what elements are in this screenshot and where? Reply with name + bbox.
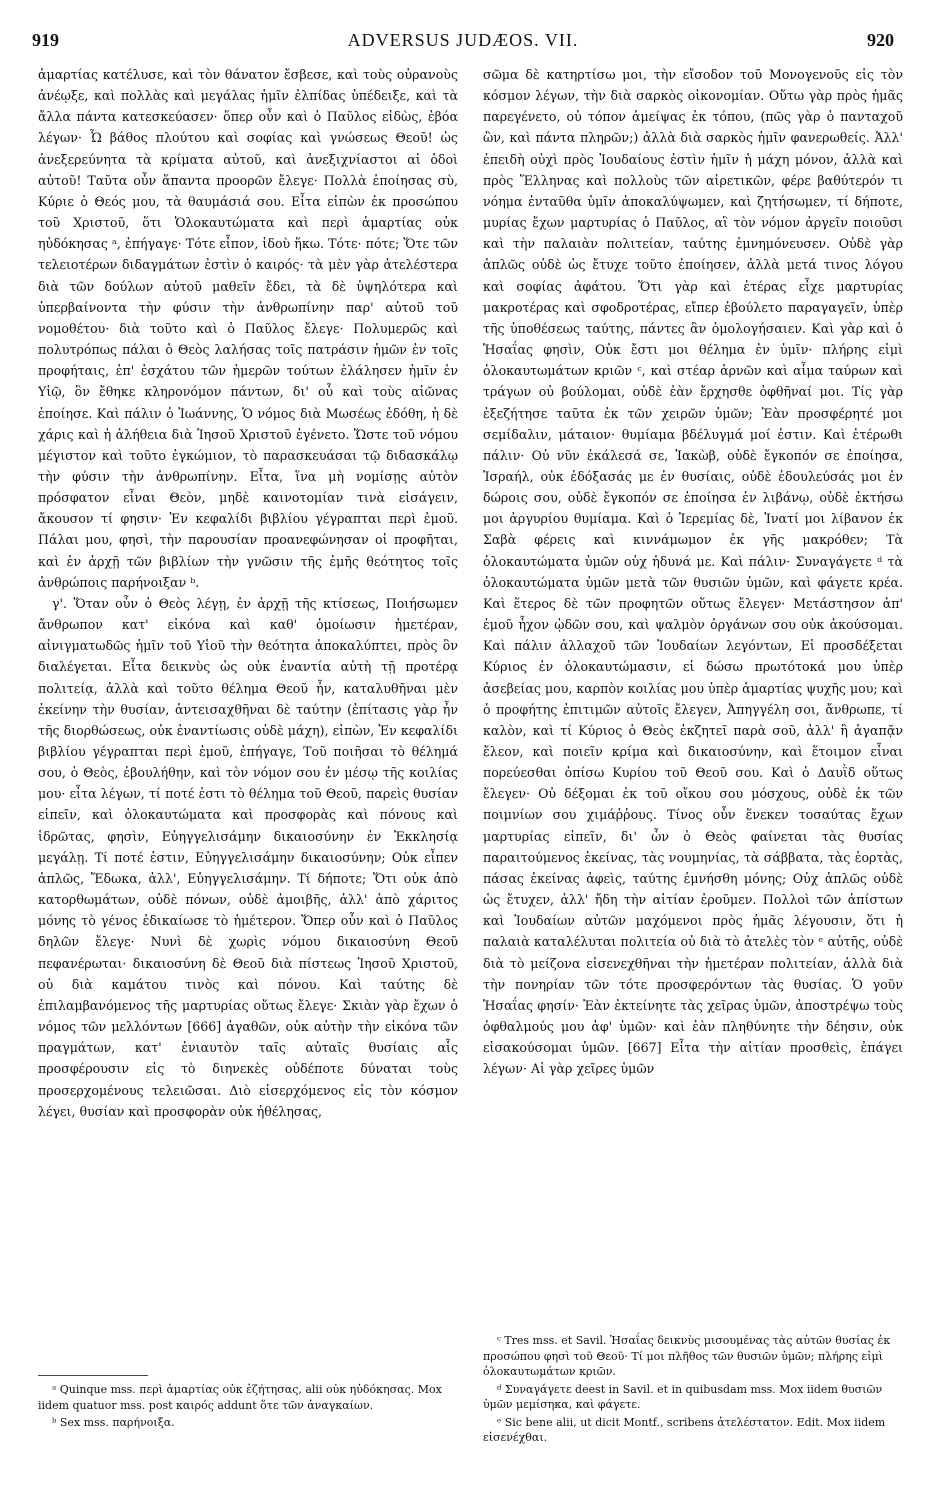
- footnote-rule: [38, 1375, 148, 1376]
- page-number-left: 919: [32, 30, 59, 50]
- right-text-column: [483, 64, 903, 1326]
- footnote-c: ᶜ Tres mss. et Savil. Ἡσαΐας δεικνὺς μισουμένας τὰς αὐτῶν θυσίας ἐκ προσώπου φησὶ τοῦ Θεοῦ· Τί μοι πλῆθος τῶν θυσιῶν ὑμῶν; πλήρης εἰμὶ ὁλοκαυτωμάτων κριῶν.: [483, 1334, 891, 1378]
- page-number-right: 920: [867, 30, 894, 50]
- footnote-d: ᵈ Συναγάγετε deest in Savil. et in quibusdam mss. Mox iidem θυσιῶν ὑμῶν μεμίσηκα, καὶ φάγετε.: [483, 1382, 883, 1411]
- footnote-e: ᵉ Sic bene alii, ut dicit Montf., scribens ἀτελέστατον. Edit. Mox iidem εἰσενέχθαι.: [483, 1415, 886, 1444]
- footnote-b: ᵇ Sex mss. παρήνοιξα.: [52, 1416, 175, 1429]
- running-title: ADVERSUS JUDÆOS. VII.: [347, 30, 579, 50]
- footnotes-right: [483, 1333, 903, 1448]
- right-paragraph-1: σῶμα δὲ κατηρτίσω μοι, τὴν εἴσοδον τοῦ Μονογενοῦς εἰς τὸν κόσμον λέγων, τὴν διὰ σαρκὸς οἰκονομίαν. Οὕτω γὰρ πρὸς ἡμᾶς παρεγένετο, οὐ τόπον ἀμείψας ἐκ τόπου, (πῶς γὰρ ὁ πανταχοῦ ὢν, καὶ πάντα πληρῶν;) ἀλλὰ διὰ σαρκὸς ἡμῖν φανερωθείς. Ἀλλ' ἐπειδὴ οὐχὶ πρὸς Ἰουδαίους ἐστὶν ἡμῖν ἡ μάχη μόνον, ἀλλὰ καὶ πρὸς Ἕλληνας καὶ πολλοὺς τῶν αἱρετικῶν, φέρε βαθύτερόν τι νόημα ἐνταῦθα ὑμῖν ἀποκαλύψωμεν, καὶ ζητήσωμεν, τί δήποτε, μυρίας ἔχων μαρτυρίας ὁ Παῦλος, αἳ τὸν νόμον ἀργεῖν ποιοῦσι καὶ τὴν παλαιὰν πολιτείαν, ταύτης ἐμνημόνευσεν. Οὐδὲ γὰρ ἁπλῶς οὐδὲ ὡς ἔτυχε τοῦτο ἐποίησεν, ἀλλὰ μετά τινος λόγου καὶ σοφίας ἀφάτου. Ὅτι γὰρ καὶ ἑτέρας εἶχε μαρτυρίας μακροτέρας καὶ σφοδροτέρας, εἴπερ ἐβούλετο παραγαγεῖν, ὑπὲρ τῆς ὑποθέσεως ταύτης, πάντες ἂν ὁμολογήσαιεν. Καὶ γὰρ καὶ ὁ Ἡσαΐας φησὶν, Οὐκ ἔστι μοι θέλημα ἐν ὑμῖν· πλήρης εἰμὶ ὁλοκαυτωμάτων κριῶν ᶜ, καὶ στέαρ ἀρνῶν καὶ αἷμα ταύρων καὶ τράγων οὐ βούλομαι, οὐδὲ ἐὰν ἔρχησθε ὀφθῆναί μοι. Τίς γὰρ ἐξεζήτησε ταῦτα ἐκ τῶν χειρῶν ὑμῶν; Ἐὰν προσφέρητέ μοι σεμίδαλιν, μάταιον· θυμίαμα βδέλυγμά μοί ἐστιν. Καὶ ἑτέρωθι πάλιν· Οὐ νῦν ἐκάλεσά σε, Ἰακὼβ, οὐδὲ ἔγκοπόν σε ἐποίησα, Ἰσραήλ, οὐκ ἐδόξασάς με ἐν θυσίαις, οὐδὲ ἐδουλεύσάς μοι ἐν δώροις σου, οὐδὲ ἔγκοπόν σε ἐποίησα ἐν λιβάνῳ, οὐδὲ ἐκτήσω μοι ἀργυρίου θυμίαμα. Καὶ ὁ Ἱερεμίας δὲ, Ἱνατί μοι λίβανον ἐκ Σαβὰ φέρεις καὶ κιννάμωμον ἐκ γῆς μακρόθεν; Τὰ ὁλοκαυτώματα ὑμῶν οὐχ ἡδυνά με. Καὶ πάλιν· Συναγάγετε ᵈ τὰ ὁλοκαυτώματα ὑμῶν μετὰ τῶν θυσιῶν ὑμῶν, καὶ φάγετε κρέα. Καὶ ἕτερος δὲ τῶν προφητῶν οὕτως ἔλεγεν· Μετάστησον ἀπ' ἐμοῦ ἦχον ᾠδῶν σου, καὶ ψαλμὸν ὀργάνων σου οὐκ ἀκούσομαι. Καὶ πάλιν ἀλλαχοῦ τῶν Ἰουδαίων λεγόντων, Εἰ προσδέξεται Κύριος ἐν ὁλοκαυτώμασιν, εἰ δώσω πρωτότοκά μου ὑπὲρ ἀσεβείας μου, καρπὸν κοιλίας μου ὑπὲρ ἁμαρτίας ψυχῆς μου; καὶ ὁ προφήτης ἐπιτιμῶν αὐτοῖς ἔλεγεν, Ἀπηγγέλη σοι, ἄνθρωπε, τί καλὸν, καὶ τί Κύριος ὁ Θεὸς ἐκζητεῖ παρὰ σοῦ, ἀλλ' ἢ ἀγαπᾷν ἔλεον, καὶ ποιεῖν κρίμα καὶ δικαιοσύνην, καὶ ἕτοιμον εἶναι πορεύεσθαι ὀπίσω Κυρίου τοῦ Θεοῦ σου. Καὶ ὁ Δαυῒδ οὕτως ἔλεγεν· Οὐ δέξομαι ἐκ τοῦ οἴκου σου μόσχους, οὐδὲ ἐκ τῶν ποιμνίων σου χιμάῤῥους. Τίνος οὖν ἕνεκεν τοσαύτας ἔχων μαρτυρίας εἰπεῖν, δι' ὧν ὁ Θεὸς φαίνεται τὰς θυσίας παραιτούμενος ἐκείνας, τὰς νουμηνίας, τὰ σάββατα, τὰς ἑορτὰς, πάσας ἐκείνας ἀφεὶς, ταύτης ἐμνήσθη μόνης; Οὐχ ἁπλῶς οὐδὲ ὡς ἔτυχεν, ἀλλ' ἤδη τὴν αἰτίαν ἐροῦμεν. Πολλοὶ τῶν ἀπίστων καὶ Ἰουδαίων αὐτῶν μαχόμενοι πρὸς ἡμᾶς λέγουσιν, ὅτι ἡ παλαιὰ καταλέλυται πολιτεία οὐ διὰ τὸ ἀτελὲς τὸν ᵉ αὐτῆς, οὐδὲ διὰ τὸ μείζονα εἰσενεχθῆναι τὴν ἡμετέραν πολιτείαν, ἀλλὰ διὰ τὴν πονηρίαν τῶν τότε προσφερόντων τὰς θυσίας. Ὁ γοῦν Ἡσαΐας φησίν· Ἐὰν ἐκτείνητε τὰς χεῖρας ὑμῶν, ἀποστρέψω τοὺς ὀφθαλμούς μου ἀφ' ὑμῶν· καὶ ἐὰν πληθύνητε τὴν δέησιν, οὐκ εἰσακούσομαι ὑμῶν. [667] Εἶτα τὴν αἰτίαν προσθεὶς, ἐπάγει λέγων· Αἱ γὰρ χεῖρες ὑμῶν: [483, 67, 903, 1077]
- left-text-column: [38, 64, 458, 1369]
- running-header: [30, 30, 896, 54]
- left-paragraph-1: ἁμαρτίας κατέλυσε, καὶ τὸν θάνατον ἔσβεσε, καὶ τοὺς οὐρανοὺς ἀνέῳξε, καὶ πολλὰς καὶ μεγάλας ἡμῖν ἐλπίδας ὑπέδειξε, καὶ τὰ ἄλλα πάντα κατεσκεύασεν· ὅπερ οὖν καὶ ὁ Παῦλος εἰδὼς, ἐβόα λέγων· Ὦ βάθος πλούτου καὶ σοφίας καὶ γνώσεως Θεοῦ! ὡς ἀνεξερεύνητα τὰ κρίματα αὐτοῦ, καὶ ἀνεξιχνίαστοι αἱ ὁδοὶ αὐτοῦ! Ταῦτα οὖν ἅπαντα προορῶν ἔλεγε· Πολλὰ ἐποίησας σὺ, Κύριε ὁ Θεός μου, τὰ θαυμάσιά σου. Εἶτα εἰπὼν ἐκ προσώπου τοῦ Χριστοῦ, ὅτι Ὁλοκαυτώματα καὶ περὶ ἁμαρτίας οὐκ ηὐδόκησας ᵃ, ἐπήγαγε· Τότε εἶπον, ἰδοὺ ἥκω. Τότε· πότε; Ὅτε τῶν τελειοτέρων διδαγμάτων ἐστὶν ὁ καιρός· τὰ μὲν γὰρ ἀτελέστερα διὰ τῶν δούλων αὐτοῦ μαθεῖν ἔδει, τὰ δὲ ὑψηλότερα καὶ ὑπερβαίνοντα τὴν φύσιν τὴν ἀνθρωπίνην παρ' αὐτοῦ τοῦ νομοθέτου· διὰ τοῦτο καὶ ὁ Παῦλος ἔλεγε· Πολυμερῶς καὶ πολυτρόπως πάλαι ὁ Θεὸς λαλήσας τοῖς πατράσιν ἡμῶν ἐν τοῖς προφήταις, ἐπ' ἐσχάτου τῶν ἡμερῶν τούτων ἐλάλησεν ἡμῖν ἐν Υἱῷ, ὃν ἔθηκε κληρονόμον πάντων, δι' οὗ καὶ τοὺς αἰῶνας ἐποίησε. Καὶ πάλιν ὁ Ἰωάννης, Ὁ νόμος διὰ Μωσέως ἐδόθη, ἡ δὲ χάρις καὶ ἡ ἀλήθεια διὰ Ἰησοῦ Χριστοῦ ἐγένετο. Ὥστε τοῦ νόμου μέγιστον καὶ τοῦτο ἐγκώμιον, τὸ παρασκευάσαι τῷ διδασκάλῳ τὴν φύσιν τὴν ἀνθρωπίνην. Εἶτα, ἵνα μὴ νομίσῃς αὐτὸν πρόσφατον εἶναι Θεὸν, μηδὲ καινοτομίαν τινὰ εἰσάγειν, ἄκουσον τί φησιν· Ἐν κεφαλίδι βιβλίου γέγραπται περὶ ἐμοῦ. Πάλαι μου, φησὶ, τὴν παρουσίαν προανεφώνησαν οἱ προφῆται, καὶ ἐν ἀρχῇ τῶν βιβλίων τὴν γνῶσιν τῆς ἐμῆς θεότητος τοῖς ἀνθρώποις παρήνοιξαν ᵇ.: [38, 67, 458, 590]
- left-paragraph-2: γ'. Ὅταν οὖν ὁ Θεὸς λέγῃ, ἐν ἀρχῇ τῆς κτίσεως, Ποιήσωμεν ἄνθρωπον κατ' εἰκόνα καὶ καθ' ὁμοίωσιν ἡμετέραν, αἰνιγματωδῶς ἡμῖν τοῦ Υἱοῦ τὴν θεότητα ἀποκαλύπτει, πρὸς ὃν διαλέγεται. Εἶτα δεικνὺς ὡς οὐκ ἐναντία αὐτὴ τῇ προτέρᾳ πολιτείᾳ, ἀλλὰ καὶ τοῦτο θέλημα Θεοῦ ἦν, καταλυθῆναι μὲν ἐκείνην τὴν θυσίαν, ἀντεισαχθῆναι δὲ ταύτην (ἐπίτασις γὰρ ἦν τῆς διορθώσεως, οὐκ ἐναντίωσις οὐδὲ μάχη), εἰπὼν, Ἐν κεφαλίδι βιβλίου γέγραπται περὶ ἐμοῦ, ἐπήγαγε, Τοῦ ποιῆσαι τὸ θέλημά σου, ὁ Θεὸς, ἐβουλήθην, καὶ τὸν νόμον σου ἐν μέσῳ τῆς κοιλίας μου· εἶτα λέγων, τί ποτέ ἐστι τὸ θέλημα τοῦ Θεοῦ, παρεὶς θυσίαν εἰπεῖν, καὶ ὁλοκαυτώματα καὶ προσφορὰς καὶ πόνους καὶ ἱδρῶτας, φησὶν, Εὐηγγελισάμην δικαιοσύνην ἐν Ἐκκλησίᾳ μεγάλῃ. Τί ποτέ ἐστιν, Εὐηγγελισάμην δικαιοσύνην; Οὐκ εἶπεν ἁπλῶς, Ἔδωκα, ἀλλ', Εὐηγγελισάμην. Τί δήποτε; Ὅτι οὐκ ἀπὸ κατορθωμάτων, οὐδὲ πόνων, οὐδὲ ἀμοιβῆς, ἀλλ' ἀπὸ χάριτος μόνης τὸ γένος ἐδικαίωσε τὸ ἡμέτερον. Ὅπερ οὖν καὶ ὁ Παῦλος δηλῶν ἔλεγε· Νυνὶ δὲ χωρὶς νόμου δικαιοσύνη Θεοῦ πεφανέρωται· δικαιοσύνη δὲ Θεοῦ διὰ πίστεως Ἰησοῦ Χριστοῦ, οὐ διὰ καμάτου τινὸς καὶ πόνου. Καὶ ταύτης δὲ ἐπιλαμβανόμενος τῆς μαρτυρίας οὕτως ἔλεγε· Σκιὰν γὰρ ἔχων ὁ νόμος τῶν μελλόντων [666] ἀγαθῶν, οὐκ αὐτὴν τὴν εἰκόνα τῶν πραγμάτων, κατ' ἐνιαυτὸν ταῖς αὐταῖς θυσίαις αἷς προσφέρουσιν εἰς τὸ διηνεκὲς οὐδέποτε δύναται τοὺς προσερχομένους τελειῶσαι. Διὸ εἰσερχόμενος εἰς τὸν κόσμον λέγει, θυσίαν καὶ προσφορὰν οὐκ ἠθέλησας,: [38, 595, 458, 1119]
- footnotes-left: [38, 1382, 458, 1433]
- footnote-a: ᵃ Quinque mss. περὶ ἁμαρτίας οὐκ ἐζήτησας, alii οὐκ ηὐδόκησας. Mox iidem quatuor mss. post καιρός addunt ὅτε τῶν ἀναγκαίων.: [38, 1383, 442, 1412]
